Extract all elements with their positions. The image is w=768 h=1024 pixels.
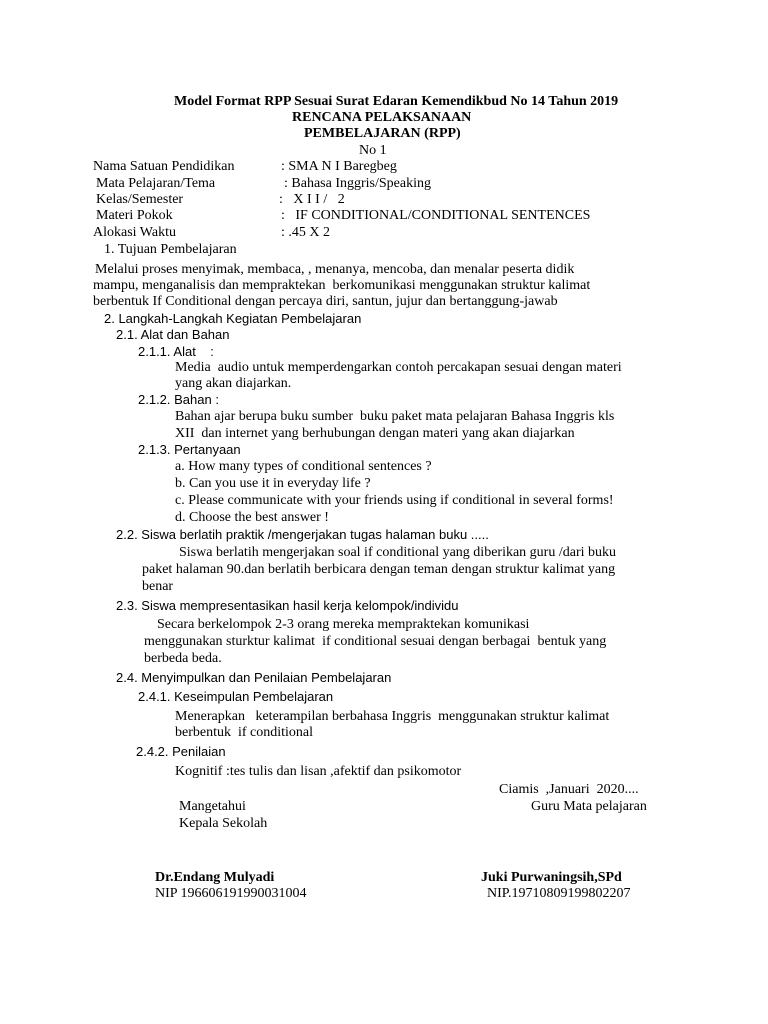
right-signer-title: Guru Mata pelajaran	[531, 799, 647, 814]
section-2-1-heading: 2.1. Alat dan Bahan	[116, 327, 230, 342]
place-date: Ciamis ,Januari 2020....	[499, 782, 639, 797]
right-signer-name: Juki Purwaningsih,SPd	[481, 870, 622, 885]
section-2-1-3-heading: 2.1.3. Pertanyaan	[138, 442, 241, 457]
section-2-3-line1: Secara berkelompok 2-3 orang mereka mempraktekan komunikasi	[157, 617, 530, 632]
class-label: Kelas/Semester	[96, 192, 184, 207]
section-2-1-2-line2: XII dan internet yang berhubungan dengan materi yang akan diajarkan	[175, 426, 575, 441]
section-2-2-line2: paket halaman 90.dan berlatih berbicara dengan teman dengan struktur kalimat yang	[142, 562, 616, 577]
section-2-1-1-line1: Media audio untuk memperdengarkan contoh percakapan sesuai dengan materi	[175, 360, 622, 375]
left-signer-title-line2: Kepala Sekolah	[179, 816, 268, 831]
school-value: : SMA N I Baregbeg	[281, 159, 397, 174]
section-2-3-heading: 2.3. Siswa mempresentasikan hasil kerja kelompok/individu	[116, 598, 459, 613]
section-1-text-line2: mampu, menganalisis dan mempraktekan berkomunikasi menggunakan struktur kalimat	[93, 278, 591, 293]
section-2-1-2-heading: 2.1.2. Bahan :	[138, 392, 219, 407]
subject-value: : Bahasa Inggris/Speaking	[284, 176, 431, 191]
section-2-3-line3: berbeda beda.	[144, 651, 222, 666]
section-2-1-2-line1: Bahan ajar berupa buku sumber buku paket mata pelajaran Bahasa Inggris kls	[175, 409, 615, 424]
section-2-1-1-heading: 2.1.1. Alat :	[138, 344, 214, 359]
left-signer-nip: NIP 196606191990031004	[155, 886, 307, 901]
section-2-heading: 2. Langkah-Langkah Kegiatan Pembelajaran	[104, 311, 362, 326]
subject-label: Mata Pelajaran/Tema	[96, 176, 216, 191]
section-2-2-line3: benar	[142, 579, 174, 594]
time-label: Alokasi Waktu	[93, 225, 176, 240]
question-item: d. Choose the best answer !	[175, 510, 329, 525]
document-title-line2: RENCANA PELAKSANAAN	[292, 110, 472, 125]
right-signer-nip: NIP.19710809199802207	[487, 886, 631, 901]
section-2-4-heading: 2.4. Menyimpulkan dan Penilaian Pembelajaran	[116, 670, 392, 685]
question-item: a. How many types of conditional sentences ?	[175, 459, 432, 474]
question-item: c. Please communicate with your friends using if conditional in several forms!	[175, 493, 614, 508]
section-2-4-1-line2: berbentuk if conditional	[175, 725, 314, 740]
material-label: Materi Pokok	[96, 208, 173, 223]
school-label: Nama Satuan Pendidikan	[93, 159, 235, 174]
section-1-text-line1: Melalui proses menyimak, membaca, , menanya, mencoba, dan menalar peserta didik	[95, 262, 575, 277]
section-2-2-line1: Siswa berlatih mengerjakan soal if conditional yang diberikan guru /dari buku	[179, 545, 616, 560]
section-2-4-2-heading: 2.4.2. Penilaian	[136, 744, 226, 759]
section-1-heading: 1. Tujuan Pembelajaran	[104, 242, 237, 257]
left-signer-title-line1: Mangetahui	[179, 799, 246, 814]
section-1-text-line3: berbentuk If Conditional dengan percaya diri, santun, jujur dan bertanggung-jawab	[93, 294, 558, 309]
left-signer-name: Dr.Endang Mulyadi	[155, 870, 275, 885]
time-value: : .45 X 2	[281, 225, 330, 240]
section-2-3-line2: menggunakan sturktur kalimat if conditional sesuai dengan berbagai bentuk yang	[144, 634, 607, 649]
section-2-4-2-line1: Kognitif :tes tulis dan lisan ,afektif dan psikomotor	[175, 764, 462, 779]
question-item: b. Can you use it in everyday life ?	[175, 476, 371, 491]
document-title: Model Format RPP Sesuai Surat Edaran Kemendikbud No 14 Tahun 2019	[174, 94, 619, 109]
section-2-1-1-line2: yang akan diajarkan.	[175, 376, 292, 391]
section-2-4-1-heading: 2.4.1. Keseimpulan Pembelajaran	[138, 689, 334, 704]
document-number: No 1	[359, 143, 387, 158]
section-2-2-heading: 2.2. Siswa berlatih praktik /mengerjakan tugas halaman buku .....	[116, 527, 489, 542]
material-value: : IF CONDITIONAL/CONDITIONAL SENTENCES	[281, 208, 591, 223]
class-value: : X I I / 2	[279, 192, 345, 207]
document-title-line3: PEMBELAJARAN (RPP)	[304, 126, 461, 141]
section-2-4-1-line1: Menerapkan keterampilan berbahasa Inggris menggunakan struktur kalimat	[175, 709, 610, 724]
